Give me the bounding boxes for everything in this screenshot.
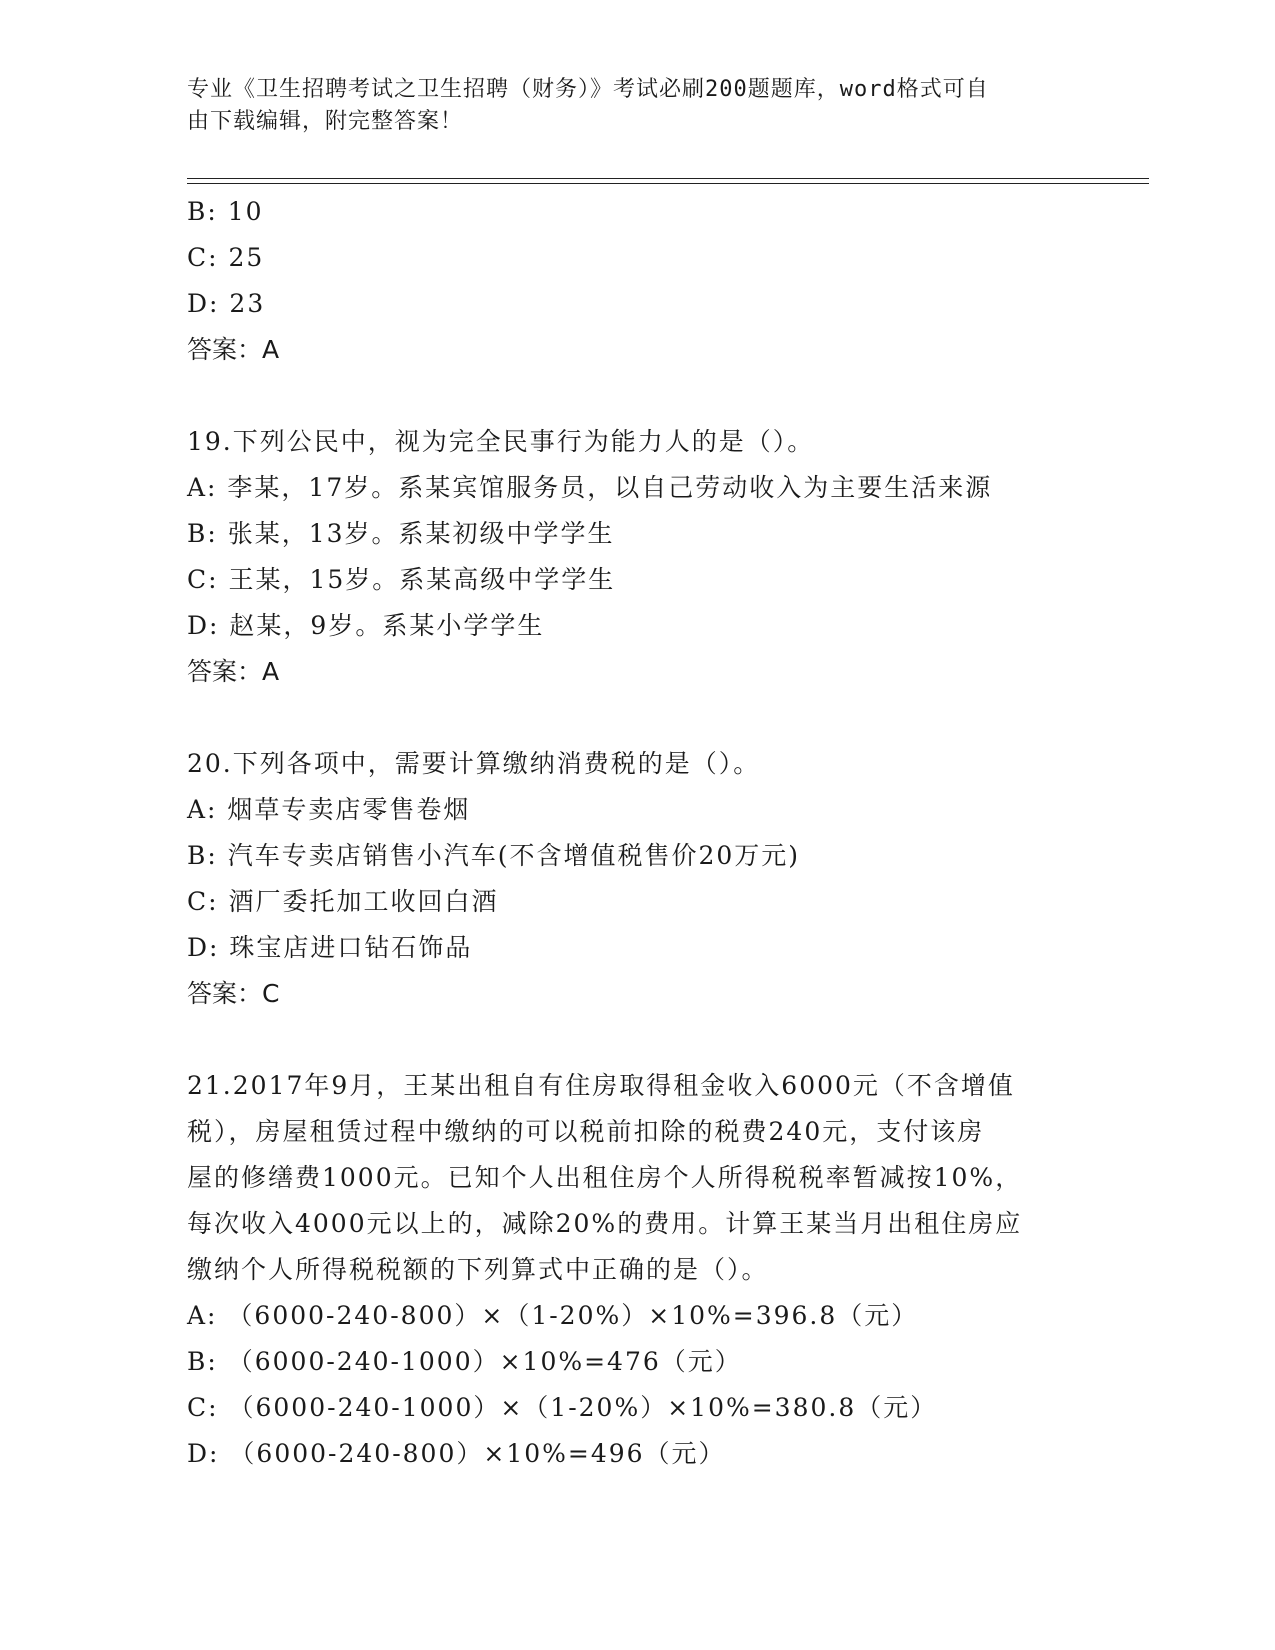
option-d: D: 23 — [187, 289, 266, 318]
option-b: B: 汽车专卖店销售小汽车(不含增值税售价20万元) — [187, 841, 801, 870]
header-divider-top — [187, 178, 1149, 179]
question-20-block — [187, 741, 1087, 1017]
option-c: C: （6000-240-1000）×（1-20%）×10%=380.8（元） — [187, 1393, 938, 1422]
option-a: A: 烟草专卖店零售卷烟 — [187, 795, 471, 824]
document-header — [187, 74, 1067, 138]
question-content — [187, 189, 1087, 1477]
question-19-block — [187, 419, 1087, 695]
option-d: D: （6000-240-800）×10%=496（元） — [187, 1439, 726, 1468]
question-21-block — [187, 1063, 1087, 1477]
option-b: B: （6000-240-1000）×10%=476（元） — [187, 1347, 742, 1376]
option-d: D: 赵某，9岁。系某小学学生 — [187, 611, 545, 640]
option-a: A: 李某，17岁。系某宾馆服务员，以自己劳动收入为主要生活来源 — [187, 473, 993, 502]
question-text: 20.下列各项中，需要计算缴纳消费税的是（）。 — [187, 749, 761, 778]
spacer — [187, 373, 1087, 419]
option-b: B: 张某，13岁。系某初级中学学生 — [187, 519, 615, 548]
spacer — [187, 695, 1087, 741]
answer-line: 答案：A — [187, 335, 280, 364]
question-text: 19.下列公民中，视为完全民事行为能力人的是（）。 — [187, 427, 815, 456]
option-d: D: 珠宝店进口钻石饰品 — [187, 933, 473, 962]
question-text-line-2: 税），房屋租赁过程中缴纳的可以税前扣除的税费240元，支付该房 — [187, 1117, 985, 1146]
question-text-line-4: 每次收入4000元以上的，减除20%的费用。计算王某当月出租住房应 — [187, 1209, 1023, 1238]
question-text-line-3: 屋的修缮费1000元。已知个人出租住房个人所得税税率暂减按10%， — [187, 1163, 1023, 1192]
option-c: C: 酒厂委托加工收回白酒 — [187, 887, 499, 916]
header-line-1: 专业《卫生招聘考试之卫生招聘（财务）》考试必刷200题题库，word格式可自 — [187, 77, 989, 102]
header-divider-bottom — [187, 183, 1149, 184]
option-b: B: 10 — [187, 197, 264, 226]
option-c: C: 25 — [187, 243, 265, 272]
question-text-line-5: 缴纳个人所得税税额的下列算式中正确的是（）。 — [187, 1255, 769, 1284]
question-text-line-1: 21.2017年9月，王某出租自有住房取得租金收入6000元（不含增值 — [187, 1071, 1015, 1100]
answer-line: 答案：C — [187, 979, 280, 1008]
header-line-2: 由下载编辑，附完整答案！ — [187, 109, 464, 134]
answer-line: 答案：A — [187, 657, 280, 686]
spacer — [187, 1017, 1087, 1063]
option-a: A: （6000-240-800）×（1-20%）×10%=396.8（元） — [187, 1301, 919, 1330]
option-c: C: 王某，15岁。系某高级中学学生 — [187, 565, 616, 594]
prev-question-block — [187, 189, 1087, 373]
